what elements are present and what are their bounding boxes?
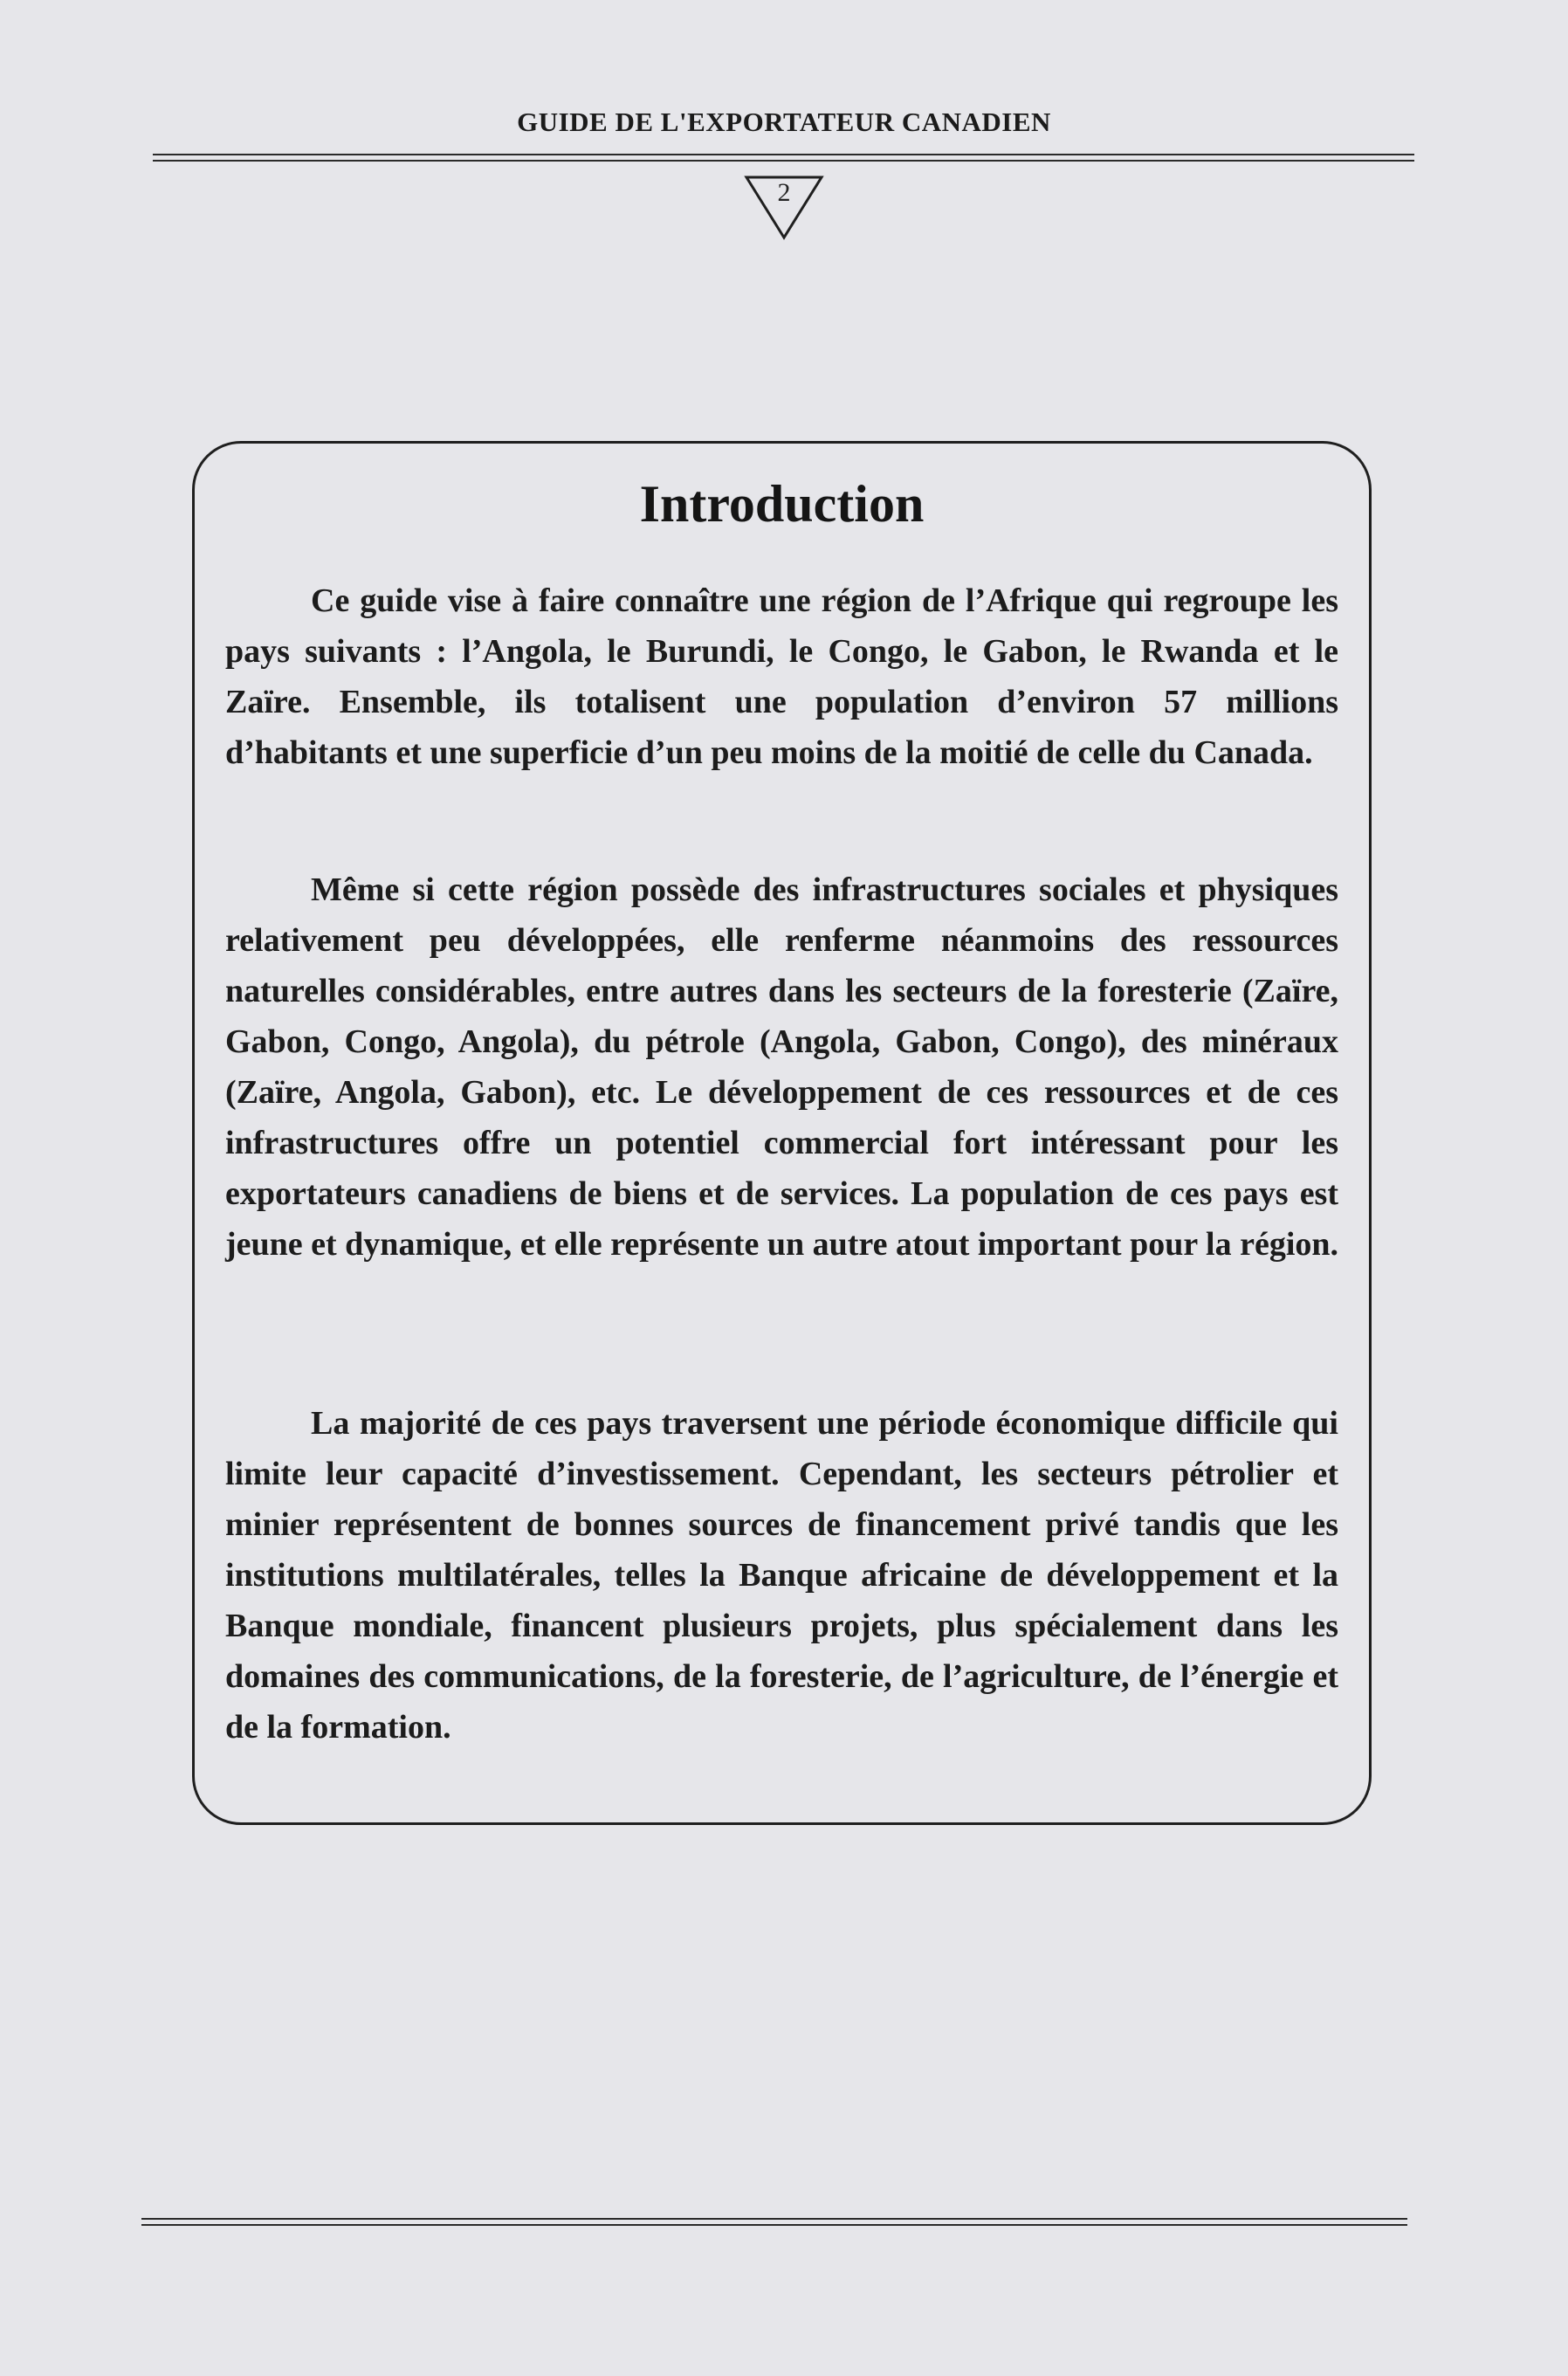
intro-paragraph-1: Ce guide vise à faire connaître une région de l’Afrique qui regroupe les pays suivants : l’Angola, le Burundi, le Congo, le Gabon, le Rwanda et le Zaïre. Ensemble, ils totalisent une population d’environ 57 millions d’habitants et une superficie d’un peu moins de la moitié de celle du Canada.: [225, 582, 1338, 771]
footer-rule: [141, 2218, 1407, 2226]
intro-paragraph-3: La majorité de ces pays traversent une période économique difficile qui limite leur capacité d’investissement. Cependant, les secteurs pétrolier et minier représentent de bonnes sources de financement privé tandis que les institutions multilatérales, telles la Banque africaine de développement et la Banque mondiale, financent plusieurs projets, plus spécialement dans les domaines des communications, de la foresterie, de l’agriculture, de l’énergie et de la formation.: [225, 1405, 1338, 1746]
section-title: Introduction: [639, 475, 925, 533]
intro-paragraph-2: Même si cette région possède des infrastructures sociales et physiques relativement peu développées, elle renferme néanmoins des ressources naturelles considérables, entre autres dans les secteurs de la foresterie (Zaïre, Gabon, Congo, Angola), du pétrole (Angola, Gabon, Congo), des minéraux (Zaïre, Angola, Gabon), etc. Le développement de ces ressources et de ces infrastructures offre un potentiel commercial fort intéressant pour les exportateurs canadiens de biens et de services. La population de ces pays est jeune et dynamique, et elle représente un autre atout important pour la région.: [225, 871, 1339, 1263]
page-number: 2: [777, 178, 791, 207]
page-number-marker: [744, 175, 824, 241]
running-header: GUIDE DE L'EXPORTATEUR CANADIEN: [517, 107, 1051, 137]
header-rule: [153, 154, 1414, 162]
